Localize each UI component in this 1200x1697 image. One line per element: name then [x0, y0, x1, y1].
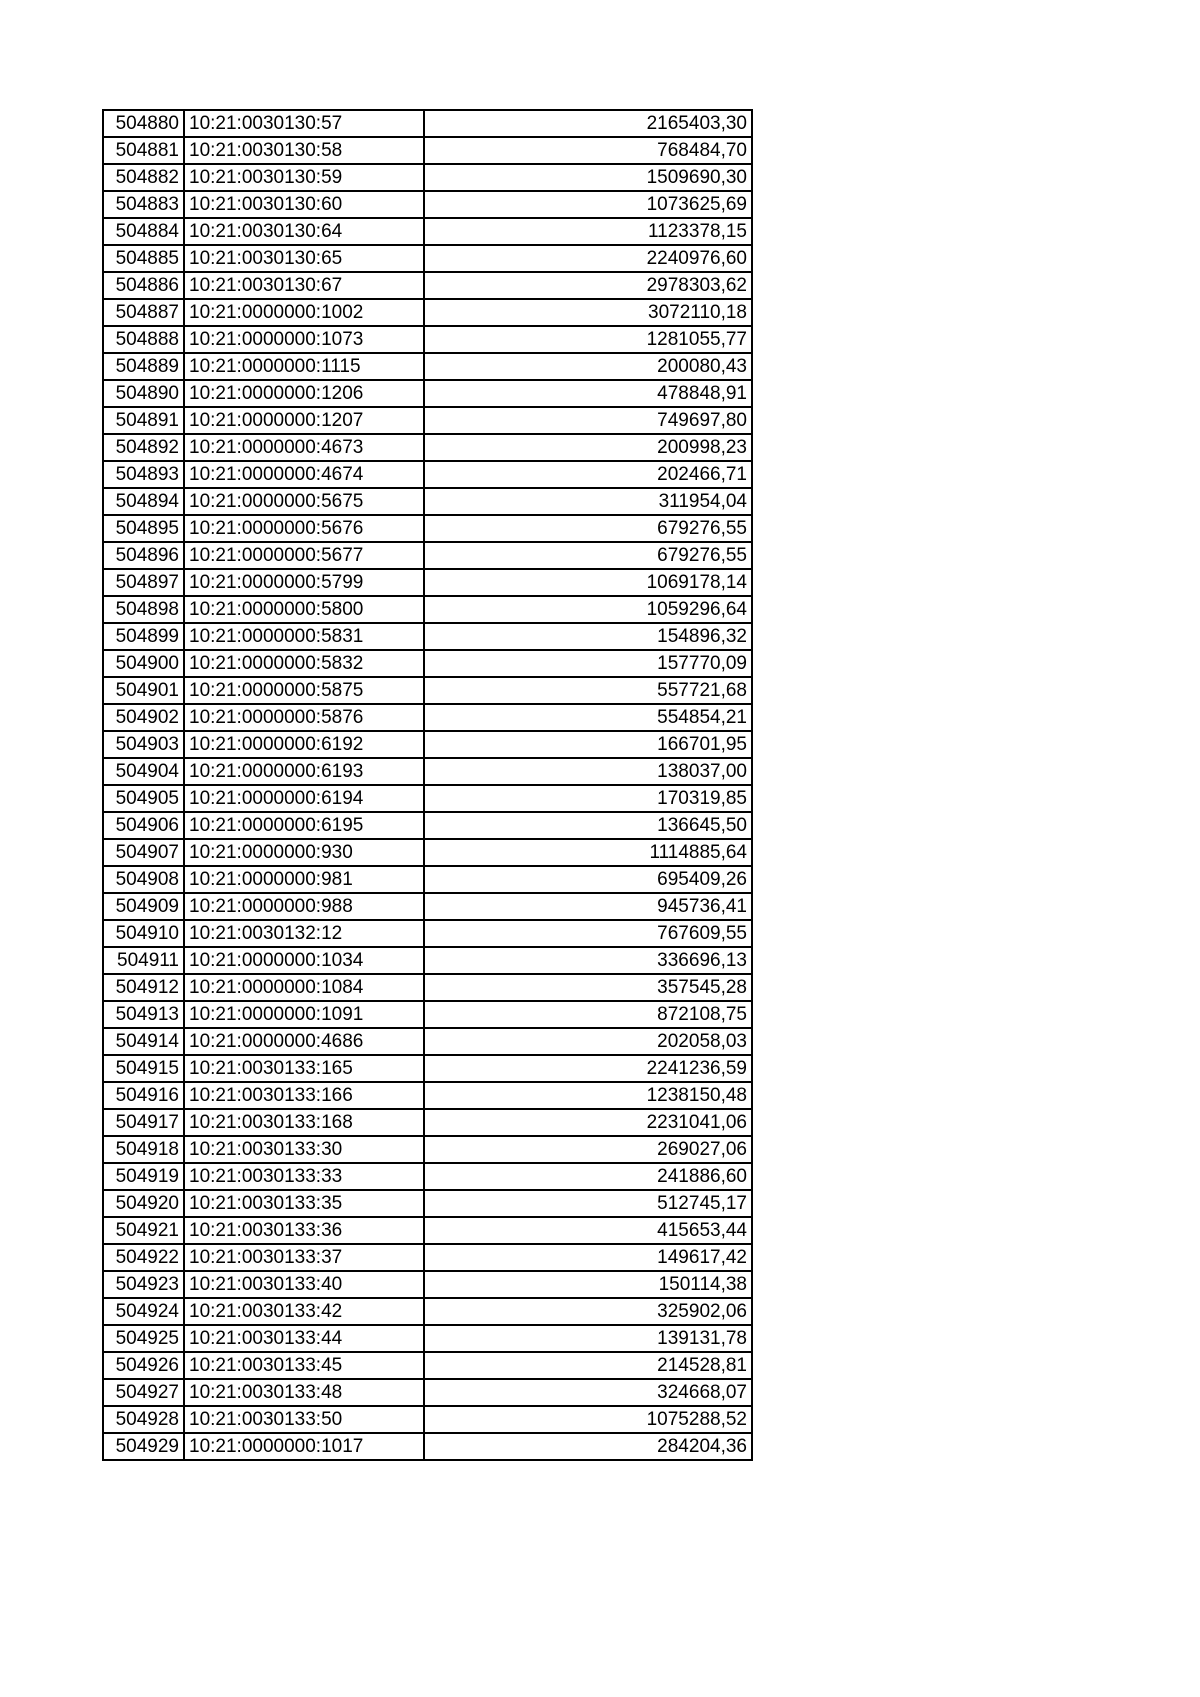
cadastral-number-cell: 10:21:0030133:42 [184, 1298, 424, 1325]
cadastral-value-cell: 166701,95 [424, 731, 752, 758]
cadastral-number-cell: 10:21:0000000:1206 [184, 380, 424, 407]
row-number-cell: 504916 [103, 1082, 184, 1109]
cadastral-number-cell: 10:21:0000000:5677 [184, 542, 424, 569]
cadastral-number-cell: 10:21:0000000:6194 [184, 785, 424, 812]
row-number-cell: 504892 [103, 434, 184, 461]
cadastral-number-cell: 10:21:0030133:36 [184, 1217, 424, 1244]
cadastral-value-cell: 357545,28 [424, 974, 752, 1001]
row-number-cell: 504912 [103, 974, 184, 1001]
cadastral-value-cell: 1123378,15 [424, 218, 752, 245]
table-body [103, 110, 752, 1460]
table-row [103, 785, 752, 812]
cadastral-value-cell: 1059296,64 [424, 596, 752, 623]
table-row [103, 488, 752, 515]
cadastral-value-cell: 872108,75 [424, 1001, 752, 1028]
table-row [103, 758, 752, 785]
cadastral-number-cell: 10:21:0030133:50 [184, 1406, 424, 1433]
cadastral-value-cell: 2978303,62 [424, 272, 752, 299]
cadastral-number-cell: 10:21:0000000:6192 [184, 731, 424, 758]
cadastral-value-cell: 554854,21 [424, 704, 752, 731]
cadastral-value-cell: 1238150,48 [424, 1082, 752, 1109]
cadastral-value-cell: 2240976,60 [424, 245, 752, 272]
row-number-cell: 504881 [103, 137, 184, 164]
row-number-cell: 504921 [103, 1217, 184, 1244]
table-row [103, 1082, 752, 1109]
cadastral-value-cell: 324668,07 [424, 1379, 752, 1406]
row-number-cell: 504926 [103, 1352, 184, 1379]
row-number-cell: 504918 [103, 1136, 184, 1163]
cadastral-number-cell: 10:21:0000000:930 [184, 839, 424, 866]
row-number-cell: 504922 [103, 1244, 184, 1271]
cadastral-number-cell: 10:21:0030130:60 [184, 191, 424, 218]
cadastral-number-cell: 10:21:0000000:1034 [184, 947, 424, 974]
cadastral-number-cell: 10:21:0030130:65 [184, 245, 424, 272]
table-row [103, 1109, 752, 1136]
row-number-cell: 504925 [103, 1325, 184, 1352]
cadastral-value-table [102, 109, 753, 1461]
cadastral-value-cell: 136645,50 [424, 812, 752, 839]
cadastral-value-cell: 170319,85 [424, 785, 752, 812]
table-row [103, 1244, 752, 1271]
cadastral-value-cell: 150114,38 [424, 1271, 752, 1298]
cadastral-number-cell: 10:21:0000000:1091 [184, 1001, 424, 1028]
cadastral-number-cell: 10:21:0030133:37 [184, 1244, 424, 1271]
cadastral-number-cell: 10:21:0030133:168 [184, 1109, 424, 1136]
row-number-cell: 504903 [103, 731, 184, 758]
table-row [103, 920, 752, 947]
cadastral-value-cell: 336696,13 [424, 947, 752, 974]
cadastral-value-cell: 679276,55 [424, 515, 752, 542]
table-row [103, 461, 752, 488]
cadastral-value-cell: 154896,32 [424, 623, 752, 650]
cadastral-number-cell: 10:21:0000000:5799 [184, 569, 424, 596]
row-number-cell: 504900 [103, 650, 184, 677]
table-row [103, 596, 752, 623]
row-number-cell: 504919 [103, 1163, 184, 1190]
table-row [103, 1271, 752, 1298]
cadastral-number-cell: 10:21:0000000:5675 [184, 488, 424, 515]
row-number-cell: 504915 [103, 1055, 184, 1082]
cadastral-number-cell: 10:21:0000000:1207 [184, 407, 424, 434]
row-number-cell: 504929 [103, 1433, 184, 1460]
cadastral-number-cell: 10:21:0030133:30 [184, 1136, 424, 1163]
cadastral-value-cell: 1114885,64 [424, 839, 752, 866]
cadastral-value-cell: 325902,06 [424, 1298, 752, 1325]
row-number-cell: 504896 [103, 542, 184, 569]
cadastral-number-cell: 10:21:0030132:12 [184, 920, 424, 947]
cadastral-number-cell: 10:21:0000000:1115 [184, 353, 424, 380]
cadastral-number-cell: 10:21:0030130:64 [184, 218, 424, 245]
row-number-cell: 504883 [103, 191, 184, 218]
row-number-cell: 504890 [103, 380, 184, 407]
table-row [103, 1190, 752, 1217]
table-row [103, 677, 752, 704]
table-row [103, 866, 752, 893]
cadastral-value-cell: 200080,43 [424, 353, 752, 380]
row-number-cell: 504882 [103, 164, 184, 191]
table-row [103, 947, 752, 974]
cadastral-value-cell: 695409,26 [424, 866, 752, 893]
row-number-cell: 504920 [103, 1190, 184, 1217]
cadastral-number-cell: 10:21:0000000:5832 [184, 650, 424, 677]
row-number-cell: 504893 [103, 461, 184, 488]
row-number-cell: 504902 [103, 704, 184, 731]
cadastral-value-cell: 138037,00 [424, 758, 752, 785]
table-row [103, 245, 752, 272]
table-row [103, 1325, 752, 1352]
table-row [103, 812, 752, 839]
cadastral-value-cell: 1075288,52 [424, 1406, 752, 1433]
cadastral-number-cell: 10:21:0030133:44 [184, 1325, 424, 1352]
cadastral-value-cell: 200998,23 [424, 434, 752, 461]
row-number-cell: 504910 [103, 920, 184, 947]
row-number-cell: 504904 [103, 758, 184, 785]
table-row [103, 515, 752, 542]
table-row [103, 380, 752, 407]
cadastral-value-cell: 767609,55 [424, 920, 752, 947]
cadastral-value-cell: 512745,17 [424, 1190, 752, 1217]
cadastral-value-cell: 139131,78 [424, 1325, 752, 1352]
table-row [103, 164, 752, 191]
table-row [103, 272, 752, 299]
cadastral-value-cell: 1073625,69 [424, 191, 752, 218]
row-number-cell: 504923 [103, 1271, 184, 1298]
cadastral-number-cell: 10:21:0030130:59 [184, 164, 424, 191]
cadastral-number-cell: 10:21:0030133:165 [184, 1055, 424, 1082]
cadastral-value-cell: 149617,42 [424, 1244, 752, 1271]
table-row [103, 353, 752, 380]
row-number-cell: 504924 [103, 1298, 184, 1325]
cadastral-value-cell: 415653,44 [424, 1217, 752, 1244]
cadastral-value-cell: 269027,06 [424, 1136, 752, 1163]
cadastral-number-cell: 10:21:0030133:48 [184, 1379, 424, 1406]
cadastral-number-cell: 10:21:0000000:1073 [184, 326, 424, 353]
row-number-cell: 504906 [103, 812, 184, 839]
table-row [103, 218, 752, 245]
row-number-cell: 504909 [103, 893, 184, 920]
row-number-cell: 504897 [103, 569, 184, 596]
table-row [103, 137, 752, 164]
row-number-cell: 504905 [103, 785, 184, 812]
cadastral-number-cell: 10:21:0030133:33 [184, 1163, 424, 1190]
row-number-cell: 504899 [103, 623, 184, 650]
table-row [103, 731, 752, 758]
cadastral-number-cell: 10:21:0000000:5676 [184, 515, 424, 542]
cadastral-value-cell: 241886,60 [424, 1163, 752, 1190]
cadastral-number-cell: 10:21:0000000:6193 [184, 758, 424, 785]
cadastral-number-cell: 10:21:0000000:1017 [184, 1433, 424, 1460]
cadastral-value-cell: 557721,68 [424, 677, 752, 704]
row-number-cell: 504891 [103, 407, 184, 434]
table-row [103, 407, 752, 434]
cadastral-value-cell: 945736,41 [424, 893, 752, 920]
table-row [103, 1406, 752, 1433]
cadastral-value-cell: 311954,04 [424, 488, 752, 515]
cadastral-value-cell: 157770,09 [424, 650, 752, 677]
table-row [103, 893, 752, 920]
row-number-cell: 504898 [103, 596, 184, 623]
table-row [103, 1136, 752, 1163]
cadastral-number-cell: 10:21:0000000:5876 [184, 704, 424, 731]
row-number-cell: 504886 [103, 272, 184, 299]
table-row [103, 650, 752, 677]
row-number-cell: 504908 [103, 866, 184, 893]
row-number-cell: 504914 [103, 1028, 184, 1055]
cadastral-number-cell: 10:21:0000000:1084 [184, 974, 424, 1001]
cadastral-number-cell: 10:21:0030130:58 [184, 137, 424, 164]
cadastral-number-cell: 10:21:0000000:4674 [184, 461, 424, 488]
table-row [103, 542, 752, 569]
cadastral-number-cell: 10:21:0000000:6195 [184, 812, 424, 839]
table-row [103, 1298, 752, 1325]
row-number-cell: 504884 [103, 218, 184, 245]
cadastral-number-cell: 10:21:0030130:67 [184, 272, 424, 299]
cadastral-number-cell: 10:21:0000000:5875 [184, 677, 424, 704]
row-number-cell: 504901 [103, 677, 184, 704]
cadastral-value-cell: 2241236,59 [424, 1055, 752, 1082]
cadastral-number-cell: 10:21:0000000:4686 [184, 1028, 424, 1055]
table-row [103, 974, 752, 1001]
table-row [103, 326, 752, 353]
cadastral-value-cell: 214528,81 [424, 1352, 752, 1379]
cadastral-number-cell: 10:21:0030130:57 [184, 110, 424, 137]
table-row [103, 110, 752, 137]
table-row [103, 299, 752, 326]
cadastral-value-cell: 2165403,30 [424, 110, 752, 137]
cadastral-value-cell: 202466,71 [424, 461, 752, 488]
table-row [103, 839, 752, 866]
table-row [103, 623, 752, 650]
cadastral-number-cell: 10:21:0030133:40 [184, 1271, 424, 1298]
row-number-cell: 504889 [103, 353, 184, 380]
cadastral-value-cell: 679276,55 [424, 542, 752, 569]
row-number-cell: 504907 [103, 839, 184, 866]
table-row [103, 1217, 752, 1244]
row-number-cell: 504911 [103, 947, 184, 974]
cadastral-value-cell: 202058,03 [424, 1028, 752, 1055]
cadastral-value-cell: 3072110,18 [424, 299, 752, 326]
cadastral-value-cell: 768484,70 [424, 137, 752, 164]
row-number-cell: 504887 [103, 299, 184, 326]
cadastral-number-cell: 10:21:0000000:5831 [184, 623, 424, 650]
table-row [103, 1028, 752, 1055]
row-number-cell: 504928 [103, 1406, 184, 1433]
table-row [103, 1055, 752, 1082]
row-number-cell: 504880 [103, 110, 184, 137]
cadastral-number-cell: 10:21:0000000:4673 [184, 434, 424, 461]
table-row [103, 191, 752, 218]
cadastral-value-cell: 2231041,06 [424, 1109, 752, 1136]
table-row [103, 1001, 752, 1028]
table-row [103, 569, 752, 596]
cadastral-value-cell: 478848,91 [424, 380, 752, 407]
table-row [103, 434, 752, 461]
table-row [103, 1433, 752, 1460]
table-row [103, 1352, 752, 1379]
row-number-cell: 504913 [103, 1001, 184, 1028]
cadastral-number-cell: 10:21:0030133:166 [184, 1082, 424, 1109]
cadastral-number-cell: 10:21:0030133:45 [184, 1352, 424, 1379]
cadastral-value-cell: 1509690,30 [424, 164, 752, 191]
row-number-cell: 504894 [103, 488, 184, 515]
cadastral-value-cell: 1281055,77 [424, 326, 752, 353]
row-number-cell: 504888 [103, 326, 184, 353]
row-number-cell: 504917 [103, 1109, 184, 1136]
row-number-cell: 504885 [103, 245, 184, 272]
cadastral-number-cell: 10:21:0030133:35 [184, 1190, 424, 1217]
cadastral-number-cell: 10:21:0000000:981 [184, 866, 424, 893]
table-row [103, 704, 752, 731]
row-number-cell: 504927 [103, 1379, 184, 1406]
table-row [103, 1163, 752, 1190]
cadastral-value-cell: 749697,80 [424, 407, 752, 434]
cadastral-value-cell: 1069178,14 [424, 569, 752, 596]
row-number-cell: 504895 [103, 515, 184, 542]
cadastral-value-cell: 284204,36 [424, 1433, 752, 1460]
table-row [103, 1379, 752, 1406]
cadastral-number-cell: 10:21:0000000:5800 [184, 596, 424, 623]
cadastral-number-cell: 10:21:0000000:1002 [184, 299, 424, 326]
cadastral-number-cell: 10:21:0000000:988 [184, 893, 424, 920]
